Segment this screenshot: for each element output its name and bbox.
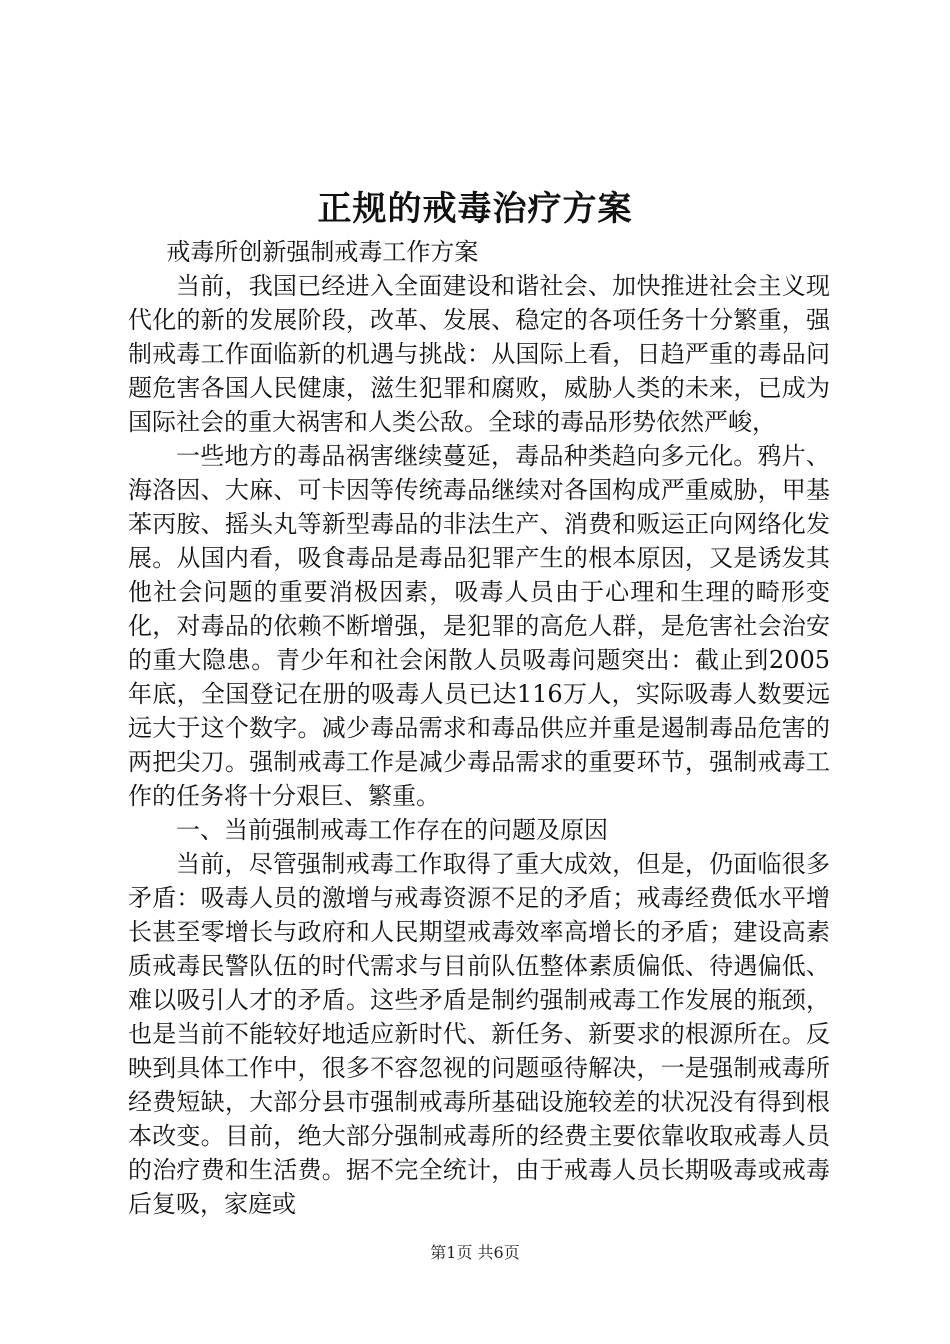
paragraph-3: 当前，尽管强制戒毒工作取得了重大成效，但是，仍面临很多矛盾：吸毒人员的激增与戒毒资源不足的矛盾；戒毒经费低水平增长甚至零增长与政府和人民期望戒毒效率高增长的矛盾；建设高素质戒毒民警队伍的时代需求与目前队伍整体素质偏低、待遇偏低、难以吸引人才的矛盾。这些矛盾是制约强制戒毒工作发展的瓶颈，也是当前不能较好地适应新时代、新任务、新要求的根源所在。反映到具体工作中，很多不容忽视的问题亟待解决，一是强制戒毒所经费短缺，大部分县市强制戒毒所基础设施较差的状况没有得到根本改变。目前，绝大部分强制戒毒所的经费主要依靠收取戒毒人员的治疗费和生活费。据不完全统计，由于戒毒人员长期吸毒或戒毒后复吸，家庭或 bbox=[128, 850, 830, 1218]
page-title: 正规的戒毒治疗方案 bbox=[317, 189, 633, 229]
section-heading: 一、当前强制戒毒工作存在的问题及原因 bbox=[176, 816, 608, 844]
paragraph-2: 一些地方的毒品祸害继续蔓延，毒品种类趋向多元化。鸦片、海洛因、大麻、可卡因等传统毒品继续对各国构成严重威胁，甲基苯丙胺、摇头丸等新型毒品的非法生产、消费和贩运正向网络化发展。从国内看，吸食毒品是毒品犯罪产生的根本原因，又是诱发其他社会问题的重要消极因素，吸毒人员由于心理和生理的畸形变化，对毒品的依赖不断增强，是犯罪的高危人群，是危害社会治安的重大隐患。青少年和社会闲散人员吸毒问题突出：截止到2005年底，全国登记在册的吸毒人员已达116万人，实际吸毒人数要远远大于这个数字。减少毒品需求和毒品供应并重是遏制毒品危害的两把尖刀。强制戒毒工作是减少毒品需求的重要环节，强制戒毒工作的任务将十分艰巨、繁重。 bbox=[128, 442, 830, 810]
document-subtitle: 戒毒所创新强制戒毒工作方案 bbox=[166, 238, 479, 266]
page-footer: 第1页 共6页 bbox=[430, 1243, 520, 1262]
document-body bbox=[128, 235, 830, 1221]
paragraph-1: 当前，我国已经进入全面建设和谐社会、加快推进社会主义现代化的新的发展阶段，改革、发展、稳定的各项任务十分繁重，强制戒毒工作面临新的机遇与挑战：从国际上看，日趋严重的毒品问题危害各国人民健康，滋生犯罪和腐败，威胁人类的未来，已成为国际社会的重大祸害和人类公敌。全球的毒品形势依然严峻， bbox=[128, 272, 830, 436]
